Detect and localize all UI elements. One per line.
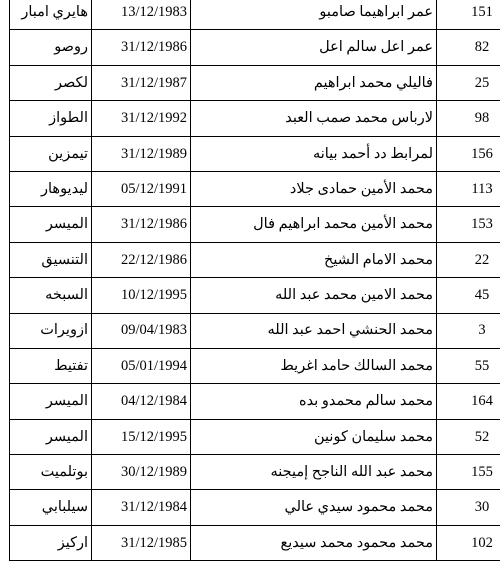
birthdate-cell: 09/04/1983 bbox=[92, 313, 191, 348]
number-cell: 25 bbox=[437, 65, 500, 100]
birthplace-cell: هايري امبار bbox=[10, 0, 92, 30]
full-name-cell: محمد الامام الشيخ bbox=[191, 242, 437, 277]
number-cell: 156 bbox=[437, 136, 500, 171]
number-cell: 98 bbox=[437, 101, 500, 136]
birthplace-cell: تيمزين bbox=[10, 136, 92, 171]
table-row bbox=[10, 278, 500, 313]
birthplace-cell: الطواز bbox=[10, 101, 92, 136]
full-name-cell: عمر ابراهيما صامبو bbox=[191, 0, 437, 30]
number-cell: 45 bbox=[437, 278, 500, 313]
birthplace-cell: سيلبابي bbox=[10, 490, 92, 525]
full-name-cell: محمد الأمين محمد ابراهيم فال bbox=[191, 207, 437, 242]
birthplace-cell: لكصر bbox=[10, 65, 92, 100]
birthdate-cell: 04/12/1984 bbox=[92, 384, 191, 419]
number-cell: 155 bbox=[437, 455, 500, 490]
birthdate-cell: 31/12/1987 bbox=[92, 65, 191, 100]
full-name-cell: لمرابط دد أحمد بيانه bbox=[191, 136, 437, 171]
table-row bbox=[10, 242, 500, 277]
table-row bbox=[10, 419, 500, 454]
roster-table bbox=[9, 0, 500, 561]
table-row bbox=[10, 101, 500, 136]
birthdate-cell: 31/12/1984 bbox=[92, 490, 191, 525]
table-row bbox=[10, 0, 500, 30]
full-name-cell: محمد الحنشي احمد عبد الله bbox=[191, 313, 437, 348]
number-cell: 22 bbox=[437, 242, 500, 277]
table-row bbox=[10, 30, 500, 65]
full-name-cell: عمر اعل سالم اعل bbox=[191, 30, 437, 65]
table-row bbox=[10, 348, 500, 383]
full-name-cell: محمد الأمين حمادى جلاد bbox=[191, 171, 437, 206]
birthdate-cell: 10/12/1995 bbox=[92, 278, 191, 313]
table-row bbox=[10, 313, 500, 348]
birthplace-cell: التنسيق bbox=[10, 242, 92, 277]
full-name-cell: محمد محمود سيدي عالي bbox=[191, 490, 437, 525]
birthdate-cell: 05/12/1991 bbox=[92, 171, 191, 206]
number-cell: 113 bbox=[437, 171, 500, 206]
birthdate-cell: 31/12/1992 bbox=[92, 101, 191, 136]
birthplace-cell: تفتيط bbox=[10, 348, 92, 383]
number-cell: 55 bbox=[437, 348, 500, 383]
full-name-cell: محمد السالك حامد اغريط bbox=[191, 348, 437, 383]
birthdate-cell: 31/12/1989 bbox=[92, 136, 191, 171]
number-cell: 30 bbox=[437, 490, 500, 525]
full-name-cell: محمد الامين محمد عبد الله bbox=[191, 278, 437, 313]
number-cell: 151 bbox=[437, 0, 500, 30]
birthdate-cell: 15/12/1995 bbox=[92, 419, 191, 454]
full-name-cell: لارباس محمد صمب العبد bbox=[191, 101, 437, 136]
table-row bbox=[10, 171, 500, 206]
birthplace-cell: بوتلميت bbox=[10, 455, 92, 490]
table-row bbox=[10, 455, 500, 490]
birthplace-cell: روصو bbox=[10, 30, 92, 65]
birthplace-cell: اركيز bbox=[10, 525, 92, 560]
birthplace-cell: السبخه bbox=[10, 278, 92, 313]
table-row bbox=[10, 525, 500, 560]
birthdate-cell: 22/12/1986 bbox=[92, 242, 191, 277]
roster-body bbox=[10, 0, 500, 561]
full-name-cell: محمد عبد الله الناجح إميجنه bbox=[191, 455, 437, 490]
full-name-cell: محمد سليمان كونين bbox=[191, 419, 437, 454]
table-row bbox=[10, 136, 500, 171]
birthplace-cell: الميسر bbox=[10, 207, 92, 242]
birthdate-cell: 31/12/1986 bbox=[92, 207, 191, 242]
number-cell: 102 bbox=[437, 525, 500, 560]
full-name-cell: محمد سالم محمدو بده bbox=[191, 384, 437, 419]
birthdate-cell: 31/12/1985 bbox=[92, 525, 191, 560]
table-row bbox=[10, 384, 500, 419]
birthplace-cell: ازويرات bbox=[10, 313, 92, 348]
birthplace-cell: ليديوهار bbox=[10, 171, 92, 206]
birthplace-cell: الميسر bbox=[10, 384, 92, 419]
table-row bbox=[10, 490, 500, 525]
birthdate-cell: 31/12/1986 bbox=[92, 30, 191, 65]
table-row bbox=[10, 65, 500, 100]
number-cell: 3 bbox=[437, 313, 500, 348]
birthdate-cell: 05/01/1994 bbox=[92, 348, 191, 383]
number-cell: 153 bbox=[437, 207, 500, 242]
number-cell: 164 bbox=[437, 384, 500, 419]
full-name-cell: فاليلي محمد ابراهيم bbox=[191, 65, 437, 100]
full-name-cell: محمد محمود محمد سيديع bbox=[191, 525, 437, 560]
table-row bbox=[10, 207, 500, 242]
number-cell: 82 bbox=[437, 30, 500, 65]
birthdate-cell: 13/12/1983 bbox=[92, 0, 191, 30]
birthplace-cell: الميسر bbox=[10, 419, 92, 454]
number-cell: 52 bbox=[437, 419, 500, 454]
birthdate-cell: 30/12/1989 bbox=[92, 455, 191, 490]
